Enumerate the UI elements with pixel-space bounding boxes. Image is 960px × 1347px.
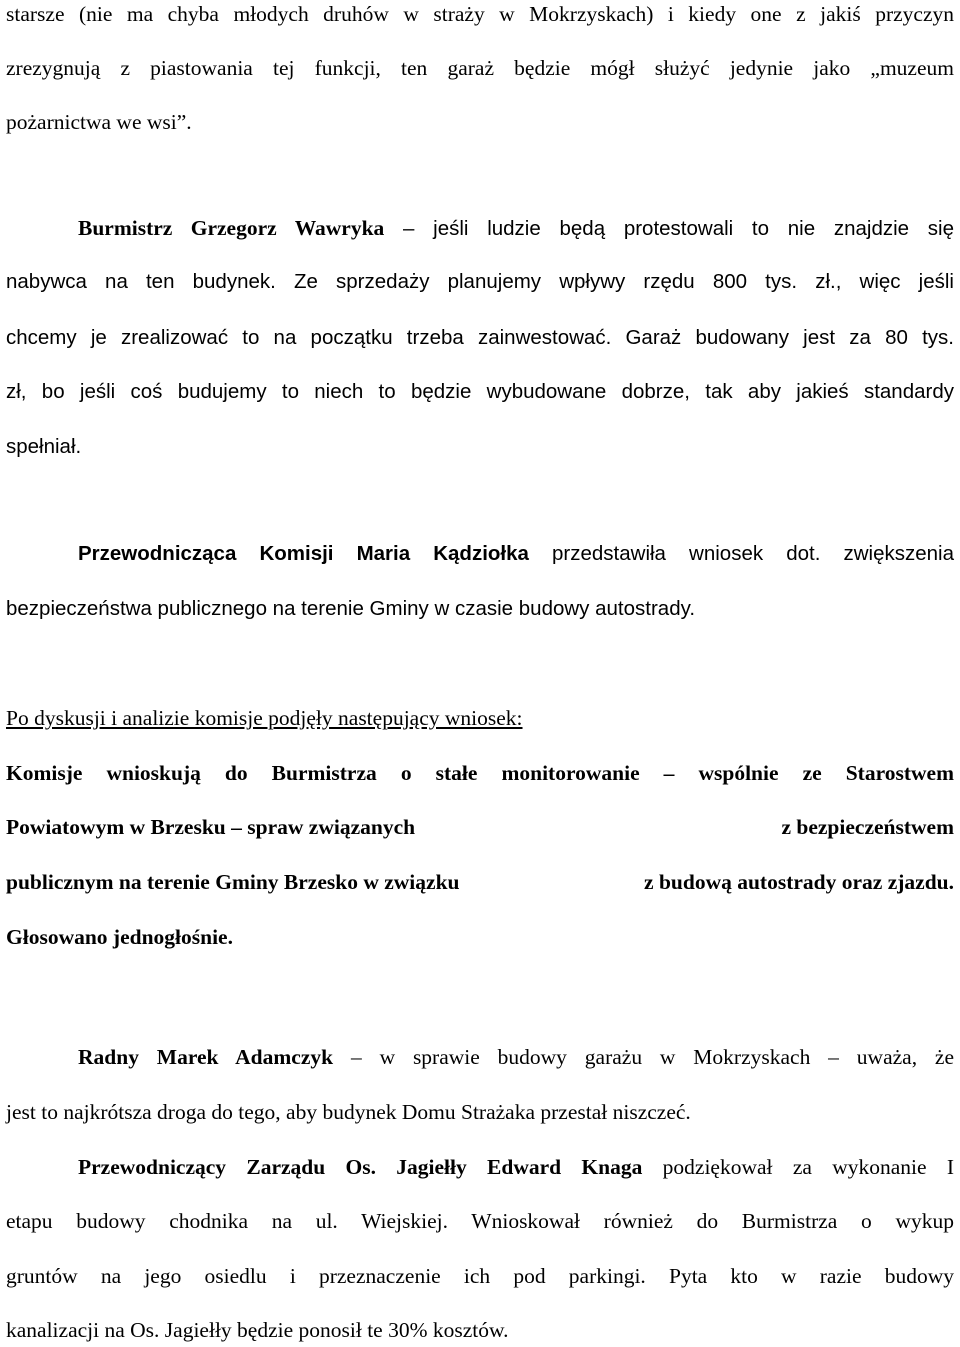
speaker-statement: – jeśli ludzie będą protestowali to nie znajdzie się (384, 217, 954, 240)
speaker-name: Przewodnicząca Komisji Maria Kądziołka (78, 542, 529, 565)
text-line: gruntów na jego osiedlu i przeznaczenie ich pod parkingi. Pyta kto w razie budowy (6, 1264, 954, 1288)
text-line: jest to najkrótsza droga do tego, aby budynek Domu Strażaka przestał niszczeć. (6, 1100, 691, 1124)
motion-line-left: Powiatowym w Brzesku – spraw związanych (6, 815, 416, 839)
speaker-name: Burmistrz Grzegorz Wawryka (78, 216, 385, 240)
speaker-statement: podziękował za wykonanie I (642, 1155, 955, 1179)
text-line: zrezygnują z piastowania tej funkcji, ten garaż będzie mógł służyć jedynie jako „muzeum (6, 56, 954, 80)
motion-line-left: publicznym na terenie Gminy Brzesko w związku (6, 870, 460, 894)
text-line: bezpieczeństwa publicznego na terenie Gminy w czasie budowy autostrady. (6, 597, 696, 620)
text-line: zł, bo jeśli coś budujemy to niech to będzie wybudowane dobrze, tak aby jakieś standardy (6, 380, 954, 403)
motion-line (6, 868, 954, 896)
text-line: spełniał. (6, 435, 82, 458)
text-line (78, 1153, 954, 1181)
motion-line-right: z budową autostrady oraz zjazdu. (644, 870, 954, 894)
text-line (78, 540, 954, 568)
text-line: etapu budowy chodnika na ul. Wiejskiej. Wnioskował również do Burmistrza o wykup (6, 1209, 954, 1233)
speaker-statement: przedstawiła wniosek dot. zwiększenia (528, 542, 954, 565)
motion-heading: Po dyskusji i analizie komisje podjęły następujący wniosek: (6, 706, 523, 730)
motion-line: Komisje wnioskują do Burmistrza o stałe monitorowanie – wspólnie ze Starostwem (6, 761, 954, 785)
speaker-name: Przewodniczący Zarządu Os. Jagiełły Edward Knaga (78, 1155, 643, 1179)
text-line: pożarnictwa we wsi”. (6, 110, 192, 134)
text-line: nabywca na ten budynek. Ze sprzedaży planujemy wpływy rzędu 800 tys. zł., więc jeśli (6, 270, 954, 293)
motion-line (6, 813, 954, 841)
text-line: starsze (nie ma chyba młodych druhów w straży w Mokrzyskach) i kiedy one z jakiś przyczyn (6, 2, 954, 26)
speaker-statement: – w sprawie budowy garażu w Mokrzyskach – uważa, że (333, 1045, 955, 1069)
motion-line-right: z bezpieczeństwem (781, 815, 954, 839)
vote-result: Głosowano jednogłośnie. (6, 925, 233, 949)
text-line: chcemy je zrealizować to na początku trzeba zainwestować. Garaż budowany jest za 80 tys. (6, 326, 954, 349)
text-line (78, 1043, 954, 1071)
speaker-name: Radny Marek Adamczyk (78, 1045, 334, 1069)
text-line: kanalizacji na Os. Jagiełły będzie ponosił te 30% kosztów. (6, 1318, 509, 1342)
text-line (78, 214, 954, 242)
